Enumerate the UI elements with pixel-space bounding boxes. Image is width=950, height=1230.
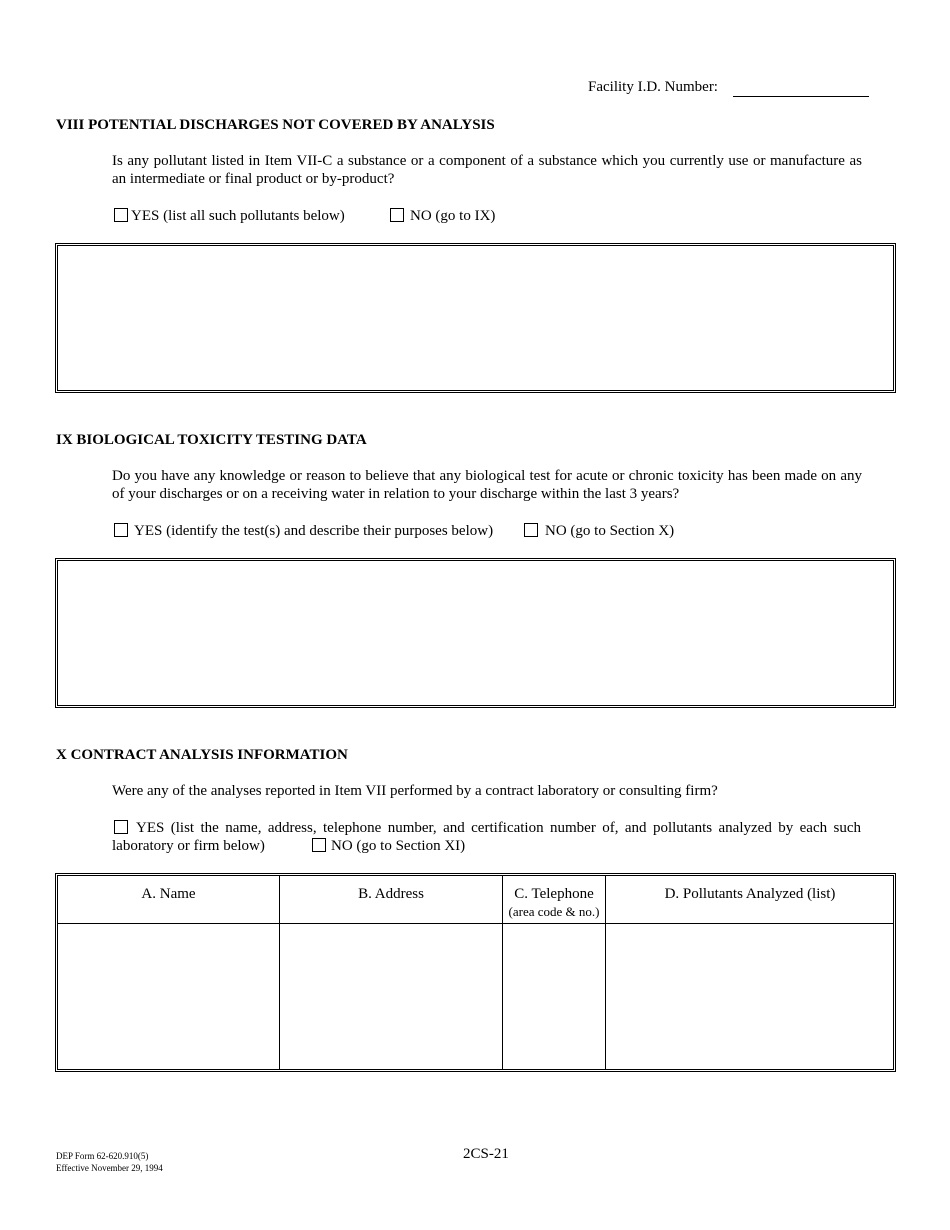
section-viii-response-box[interactable] — [55, 243, 896, 393]
section-x-question: Were any of the analyses reported in Item VII performed by a contract laboratory or consulting firm? — [112, 783, 718, 799]
section-viii-yes-label: YES (list all such pollutants below) — [131, 208, 345, 224]
section-viii-yes-checkbox[interactable] — [114, 208, 128, 222]
contract-analysis-table — [55, 873, 896, 1072]
table-header-address: B. Address — [358, 886, 424, 902]
table-cell-telephone[interactable] — [503, 924, 605, 1069]
section-x-title: X CONTRACT ANALYSIS INFORMATION — [56, 747, 348, 763]
section-x-no-label: NO (go to Section XI) — [331, 837, 469, 855]
section-x-yes-label: YES (list the name, address, telephone number, and certification number of, and pollutants analyzed by each such laboratory or firm below) — [112, 820, 861, 854]
facility-id-field[interactable] — [733, 78, 869, 97]
section-viii-no-checkbox[interactable] — [390, 208, 404, 222]
section-viii-question: Is any pollutant listed in Item VII-C a substance or a component of a substance which you currently use or manufacture as an intermediate or final product or by-product? — [112, 153, 862, 187]
section-ix-question: Do you have any knowledge or reason to believe that any biological test for acute or chronic toxicity has been made on any of your discharges or on a receiving water in relation to your discharge within the last 3 years? — [112, 468, 862, 502]
table-header-telephone-label: C. Telephone — [514, 886, 594, 902]
table-cell-pollutants[interactable] — [606, 924, 893, 1069]
section-ix-yes-label: YES (identify the test(s) and describe their purposes below) — [134, 523, 494, 539]
table-cell-address[interactable] — [280, 924, 502, 1069]
section-viii-title: VIII POTENTIAL DISCHARGES NOT COVERED BY ANALYSIS — [56, 117, 495, 133]
table-cell-name[interactable] — [58, 924, 279, 1069]
section-x-no-checkbox[interactable] — [312, 838, 326, 852]
table-header-pollutants: D. Pollutants Analyzed (list) — [664, 886, 836, 902]
table-header-telephone — [503, 886, 605, 920]
facility-id-label: Facility I.D. Number: — [588, 79, 718, 95]
section-ix-no-label: NO (go to Section X) — [545, 523, 675, 539]
table-header-name: A. Name — [141, 886, 196, 902]
section-ix-yes-checkbox[interactable] — [114, 523, 128, 537]
page-number: 2CS-21 — [463, 1146, 509, 1162]
form-number: DEP Form 62-620.910(5) — [56, 1151, 149, 1161]
table-header-telephone-sub: (area code & no.) — [508, 904, 600, 919]
section-ix-response-box[interactable] — [55, 558, 896, 708]
section-ix-title: IX BIOLOGICAL TOXICITY TESTING DATA — [56, 432, 367, 448]
section-viii-no-label: NO (go to IX) — [410, 208, 496, 224]
effective-date: Effective November 29, 1994 — [56, 1163, 163, 1173]
section-ix-no-checkbox[interactable] — [524, 523, 538, 537]
